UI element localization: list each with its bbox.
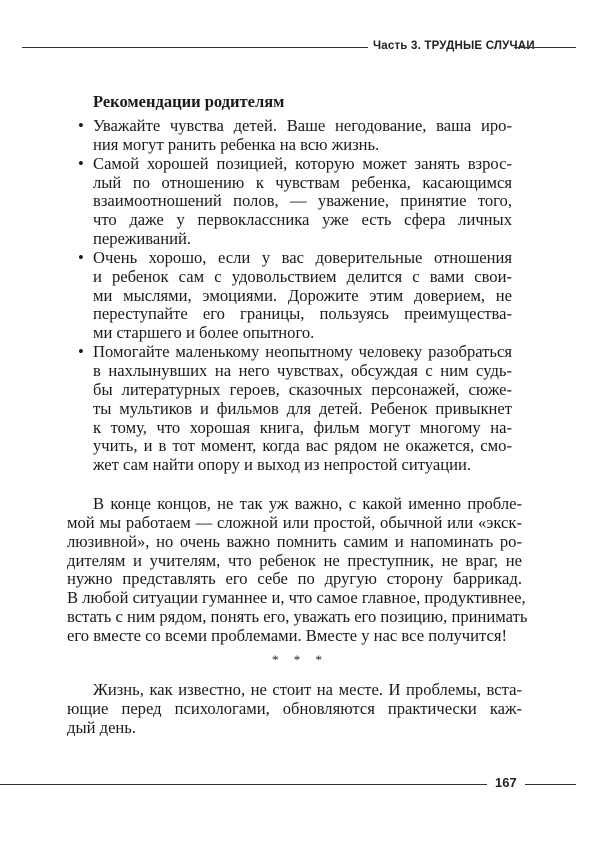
text-line: Самой хорошей позицией, которую может занять взрос- xyxy=(93,153,512,173)
paragraph-1 xyxy=(67,494,528,646)
list-item xyxy=(78,247,512,343)
text-line: мой мы работаем — сложной или простой, обычной или «экск- xyxy=(67,512,522,532)
text-line: нужно представлять его себе по другую сторону баррикад. xyxy=(67,569,522,589)
page-number: 167 xyxy=(495,775,517,790)
running-title: Часть 3. ТРУДНЫЕ СЛУЧАИ xyxy=(373,40,535,52)
text-line: Уважайте чувства детей. Ваше негодование, ваша иро- xyxy=(93,116,512,135)
bullet-icon: • xyxy=(78,153,84,173)
text-line: Очень хорошо, если у вас доверительные отношения xyxy=(93,247,512,267)
text-line: Жизнь, как известно, не стоит на месте. И проблемы, вста- xyxy=(93,680,522,699)
text-line: переступайте его границы, пользуясь преимущества- xyxy=(93,304,512,324)
text-line: лый по отношению к чувствам ребенка, касающимся xyxy=(93,172,512,192)
text-line: ми мыслями, эмоциями. Дорожите этим доверием, не xyxy=(93,285,512,305)
footer-rule-right xyxy=(525,784,576,785)
text-line: жет сам найти опору и выход из непростой ситуации. xyxy=(93,455,472,475)
text-line: ния могут ранить ребенка на всю жизнь. xyxy=(93,134,380,154)
bullet-icon: • xyxy=(78,247,84,267)
text-line: взаимоотношений полов, — уважение, принятие того, xyxy=(93,191,512,211)
text-line: ты мультиков и фильмов для детей. Ребенок привыкнет xyxy=(93,398,512,418)
list-item xyxy=(78,153,512,249)
text-line: встать с ним рядом, понять его, уважать его позицию, принимать xyxy=(67,607,528,627)
bullet-icon: • xyxy=(78,342,84,362)
text-line: его вместе со всеми проблемами. Вместе у нас все получится! xyxy=(67,625,507,645)
text-line: и ребенок сам с удовольствием делится с вами свои- xyxy=(93,266,512,286)
text-line: бы литературных героев, сказочных персонажей, сюже- xyxy=(93,379,512,399)
footer-rule-left xyxy=(0,784,487,785)
text-line: в нахлынувших на него чувствах, обсуждая с ним судь- xyxy=(93,360,512,380)
text-line: учить, и в тот момент, когда вас рядом не окажется, смо- xyxy=(93,436,512,456)
header-rule-left xyxy=(22,47,368,48)
text-line: люзивной», но очень важно помнить самим и напоминать ро- xyxy=(67,531,522,551)
text-line: дый день. xyxy=(67,717,137,737)
text-line: В конце концов, не так уж важно, с какой именно пробле- xyxy=(93,494,522,513)
list-item xyxy=(78,116,512,155)
section-heading: Рекомендации родителям xyxy=(93,92,285,111)
text-line: переживаний. xyxy=(93,229,192,249)
header-rule-right xyxy=(514,47,576,48)
text-line: дителям и учителям, что ребенок не преступник, не враг, не xyxy=(67,550,522,570)
section-separator: * * * xyxy=(272,652,328,667)
text-line: Помогайте маленькому неопытному человеку разобраться xyxy=(93,342,512,362)
bullet-icon: • xyxy=(78,116,84,135)
paragraph-2 xyxy=(67,681,522,738)
text-line: ющие перед психологами, обновляются практически каж- xyxy=(67,698,522,718)
text-line: В любой ситуации гуманнее и, что самое главное, продуктивнее, xyxy=(67,588,526,608)
list-item xyxy=(78,342,512,475)
bullet-list xyxy=(78,116,512,475)
text-line: ми старшего и более опытного. xyxy=(93,323,315,343)
text-line: к тому, что хорошая книга, фильм могут многому на- xyxy=(93,417,512,437)
text-line: что даже у первоклассника уже есть сфера личных xyxy=(93,210,512,230)
